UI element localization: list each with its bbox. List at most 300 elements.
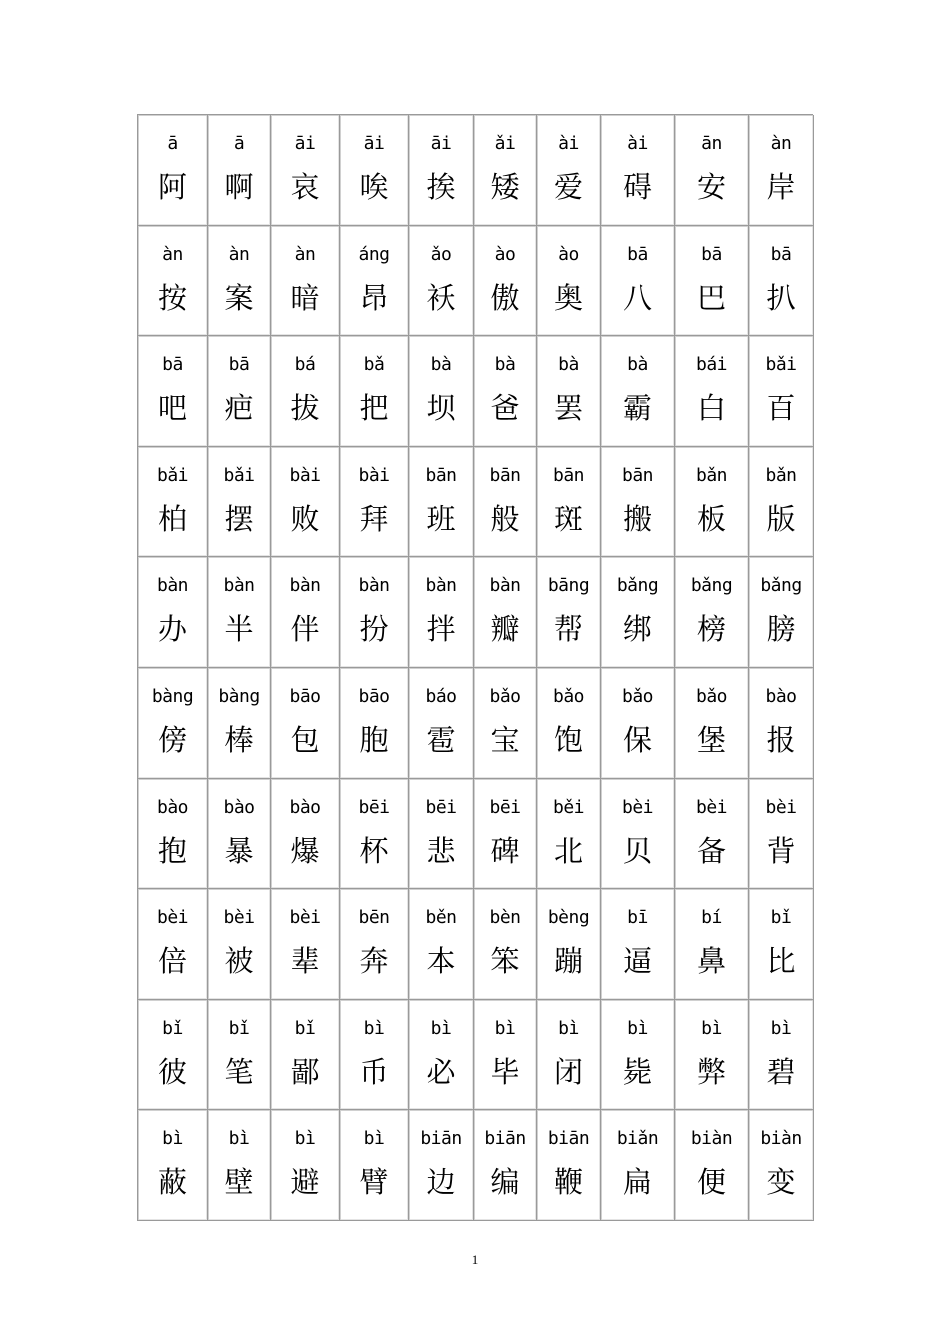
pinyin-label: bàn [489, 575, 521, 597]
chinese-character: 按 [157, 280, 187, 315]
character-cell [675, 1000, 749, 1111]
pinyin-label: bāo [358, 685, 390, 707]
character-cell [675, 447, 749, 558]
character-cell [409, 336, 474, 447]
character-cell [675, 336, 749, 447]
pinyin-label: báo [425, 685, 457, 707]
pinyin-label: bì [294, 1128, 316, 1150]
character-cell [601, 668, 675, 779]
pinyin-label: bēi [425, 796, 457, 818]
pinyin-label: běn [425, 907, 457, 929]
pinyin-label: bàng [151, 685, 194, 707]
pinyin-label: bǎi [765, 354, 797, 376]
pinyin-label: bèi [695, 796, 727, 818]
character-cell [537, 115, 601, 226]
chinese-character: 昂 [359, 280, 389, 315]
chinese-character: 啊 [224, 170, 254, 204]
pinyin-label: bèi [223, 907, 255, 929]
character-cell [474, 336, 537, 447]
pinyin-label: ān [701, 133, 722, 154]
character-cell [675, 1110, 749, 1221]
character-cell [409, 447, 474, 558]
pinyin-label: bàn [425, 575, 457, 597]
page-number: 1 [471, 1252, 479, 1267]
pinyin-label: bì [430, 1017, 452, 1039]
pinyin-label: āi [363, 133, 385, 154]
chinese-character: 班 [426, 501, 456, 536]
character-cell [537, 226, 601, 337]
chinese-character: 便 [696, 1165, 726, 1200]
chinese-character: 鞭 [553, 1165, 583, 1200]
character-cell [409, 1110, 474, 1221]
pinyin-label: bān [489, 464, 521, 486]
character-cell [675, 115, 749, 226]
chinese-character: 笔 [224, 1054, 254, 1089]
pinyin-label: bǎo [695, 685, 727, 707]
pinyin-label: bà [558, 354, 579, 376]
character-cell [474, 779, 537, 890]
pinyin-label: ǎo [430, 243, 452, 265]
pinyin-label: bì [627, 1017, 648, 1039]
character-cell [749, 668, 814, 779]
pinyin-label: biān [420, 1128, 462, 1150]
pinyin-label: bǎi [223, 464, 255, 486]
pinyin-label: ài [558, 133, 579, 154]
character-cell [340, 889, 409, 1000]
pinyin-label: ài [627, 133, 648, 154]
chinese-character: 碧 [766, 1054, 796, 1089]
pinyin-label: bì [770, 1017, 792, 1039]
chinese-character: 帮 [553, 612, 583, 647]
chinese-character: 包 [290, 722, 320, 757]
chinese-character: 哀 [290, 170, 320, 204]
character-cell [409, 557, 474, 668]
chinese-character: 百 [766, 391, 796, 426]
pinyin-label: bān [552, 464, 584, 486]
pinyin-label: bài [358, 464, 390, 486]
chinese-character: 蹦 [553, 944, 583, 979]
character-cell [749, 1000, 814, 1111]
character-cell [675, 557, 749, 668]
pinyin-label: bēi [358, 796, 390, 818]
character-cell [474, 226, 537, 337]
chinese-character: 杯 [359, 833, 389, 868]
pinyin-label: bá [294, 354, 316, 376]
character-cell [537, 336, 601, 447]
character-cell [749, 226, 814, 337]
pinyin-label: biàn [690, 1128, 733, 1150]
chinese-character: 白 [696, 391, 726, 426]
character-cell [340, 1000, 409, 1111]
character-cell [537, 1110, 601, 1221]
character-cell [208, 557, 271, 668]
pinyin-label: bān [425, 464, 457, 486]
pinyin-label: bǎng [760, 575, 802, 597]
pinyin-label: bèi [289, 907, 321, 929]
character-cell [271, 1000, 340, 1111]
pinyin-label: běi [552, 796, 584, 818]
chinese-character: 胞 [359, 722, 389, 757]
pinyin-label: bǎo [621, 685, 653, 707]
chinese-character: 雹 [426, 722, 456, 757]
chinese-character: 备 [696, 833, 726, 868]
chinese-character: 袄 [426, 280, 456, 315]
pinyin-label: bā [770, 243, 792, 265]
chinese-character: 傍 [157, 722, 187, 757]
chinese-character: 弊 [696, 1054, 726, 1089]
chinese-character: 膀 [766, 612, 796, 647]
character-cell [474, 447, 537, 558]
chinese-character: 暗 [290, 280, 320, 315]
pinyin-label: bà [494, 354, 516, 376]
character-cell [409, 668, 474, 779]
chinese-character: 避 [290, 1165, 320, 1200]
character-cell [138, 668, 208, 779]
character-cell [474, 557, 537, 668]
chinese-character: 抱 [157, 833, 187, 868]
pinyin-label: bái [695, 354, 727, 376]
pinyin-label: bèi [156, 907, 188, 929]
pinyin-label: bāng [547, 575, 590, 597]
chinese-character: 安 [696, 170, 726, 204]
character-cell [474, 668, 537, 779]
character-cell [537, 1000, 601, 1111]
chinese-character: 傲 [490, 280, 520, 315]
pinyin-label: bàn [156, 575, 188, 597]
character-cell [340, 779, 409, 890]
character-cell [340, 1110, 409, 1221]
chinese-character: 坝 [426, 391, 456, 426]
pinyin-label: āi [430, 133, 452, 154]
character-cell [409, 779, 474, 890]
chinese-character: 柏 [157, 501, 187, 536]
chinese-character: 败 [290, 501, 320, 536]
chinese-character: 暴 [224, 833, 254, 868]
character-cell [474, 1000, 537, 1111]
character-cell [340, 226, 409, 337]
pinyin-label: ā [233, 133, 245, 154]
character-cell [675, 889, 749, 1000]
chinese-character: 币 [359, 1054, 389, 1089]
chinese-character: 爆 [290, 833, 320, 868]
pinyin-label: biān [484, 1128, 526, 1150]
chinese-character: 板 [696, 501, 726, 536]
pinyin-label: bào [156, 796, 188, 818]
pinyin-label: bà [430, 354, 452, 376]
chinese-character: 棒 [224, 722, 254, 757]
pinyin-label: ǎi [494, 133, 516, 154]
pinyin-label: āi [294, 133, 316, 154]
chinese-character: 臂 [359, 1165, 389, 1200]
pinyin-label: bǎi [156, 464, 188, 486]
pinyin-label: bā [162, 354, 183, 376]
chinese-character: 办 [157, 612, 187, 647]
character-cell [675, 226, 749, 337]
character-cell [138, 1000, 208, 1111]
pinyin-label: biān [547, 1128, 590, 1150]
character-cell [474, 115, 537, 226]
pinyin-label: bà [627, 354, 648, 376]
chinese-character: 疤 [224, 391, 254, 426]
pinyin-label: bǎn [695, 464, 727, 486]
character-cell [340, 115, 409, 226]
chinese-character: 悲 [426, 833, 456, 868]
character-cell [601, 557, 675, 668]
chinese-character: 必 [426, 1054, 456, 1089]
pinyin-label: bèi [765, 796, 797, 818]
character-cell [537, 557, 601, 668]
chinese-character: 贝 [622, 833, 652, 868]
pinyin-label: bān [621, 464, 653, 486]
pinyin-label: biàn [760, 1128, 802, 1150]
character-cell [340, 557, 409, 668]
pinyin-label: bàn [358, 575, 390, 597]
character-cell [340, 668, 409, 779]
chinese-character: 毕 [490, 1054, 520, 1089]
character-cell [749, 115, 814, 226]
pinyin-label: bā [627, 243, 648, 265]
character-cell [601, 115, 675, 226]
character-cell [474, 889, 537, 1000]
character-cell [138, 1110, 208, 1221]
character-cell [138, 889, 208, 1000]
character-cell [409, 226, 474, 337]
character-cell [138, 447, 208, 558]
character-cell [138, 336, 208, 447]
character-cell [601, 1110, 675, 1221]
character-cell [675, 779, 749, 890]
character-cell [409, 115, 474, 226]
character-cell [138, 226, 208, 337]
character-cell [601, 889, 675, 1000]
chinese-character: 彼 [157, 1054, 187, 1089]
character-cell [138, 115, 208, 226]
chinese-character: 蔽 [157, 1165, 187, 1200]
chinese-character: 北 [553, 833, 583, 868]
character-cell [749, 336, 814, 447]
chinese-character: 版 [766, 501, 796, 536]
character-cell [271, 447, 340, 558]
character-cell [208, 115, 271, 226]
pinyin-label: bì [701, 1017, 722, 1039]
character-cell [675, 668, 749, 779]
chinese-character: 巴 [696, 280, 726, 315]
pinyin-label: àn [228, 243, 250, 265]
chinese-character: 闭 [553, 1054, 583, 1089]
pinyin-label: bǎo [489, 685, 521, 707]
character-cell [474, 1110, 537, 1221]
chinese-character: 伴 [290, 612, 320, 647]
chinese-character: 奥 [553, 280, 583, 315]
chinese-character: 饱 [553, 722, 583, 757]
chinese-character: 堡 [696, 722, 726, 757]
chinese-character: 扁 [622, 1165, 652, 1200]
pinyin-label: bāo [289, 685, 321, 707]
chinese-character: 把 [359, 391, 389, 426]
character-cell [208, 447, 271, 558]
chinese-character: 保 [622, 722, 652, 757]
character-cell [208, 336, 271, 447]
pinyin-label: bǎng [690, 575, 733, 597]
character-cell [749, 447, 814, 558]
chinese-character: 挨 [426, 170, 456, 204]
pinyin-label: bì [363, 1017, 385, 1039]
chinese-character: 榜 [696, 612, 726, 647]
character-cell [208, 226, 271, 337]
pinyin-label: bǎo [552, 685, 584, 707]
character-cell [409, 889, 474, 1000]
pinyin-label: ào [494, 243, 516, 265]
chinese-character: 矮 [490, 170, 520, 204]
pinyin-label: biǎn [616, 1128, 659, 1150]
pinyin-label: bàng [218, 685, 260, 707]
chinese-character: 背 [766, 833, 796, 868]
character-cell [271, 668, 340, 779]
pinyin-label: bèi [621, 796, 653, 818]
pinyin-character-table [137, 114, 813, 1221]
chinese-character: 报 [766, 722, 796, 757]
chinese-character: 本 [426, 944, 456, 979]
pinyin-label: bàn [289, 575, 321, 597]
pinyin-label: àn [770, 133, 792, 154]
pinyin-label: bēi [489, 796, 521, 818]
pinyin-label: bǎ [363, 354, 385, 376]
character-cell [208, 1000, 271, 1111]
character-cell [208, 779, 271, 890]
pinyin-label: bì [363, 1128, 385, 1150]
pinyin-label: bā [701, 243, 722, 265]
chinese-character: 辈 [290, 944, 320, 979]
chinese-character: 罢 [553, 391, 583, 426]
pinyin-label: bèng [547, 907, 590, 929]
character-cell [537, 889, 601, 1000]
chinese-character: 逼 [622, 944, 652, 979]
character-cell [138, 779, 208, 890]
character-cell [138, 557, 208, 668]
chinese-character: 搬 [622, 501, 652, 536]
character-cell [271, 336, 340, 447]
pinyin-label: bǎn [765, 464, 797, 486]
chinese-character: 八 [622, 280, 652, 315]
chinese-character: 编 [490, 1165, 520, 1200]
pinyin-label: bèn [489, 907, 521, 929]
chinese-character: 爸 [490, 391, 520, 426]
character-cell [271, 779, 340, 890]
chinese-character: 半 [224, 612, 254, 647]
pinyin-label: bǐ [228, 1017, 250, 1039]
chinese-character: 壁 [224, 1165, 254, 1200]
pinyin-label: bàn [223, 575, 255, 597]
pinyin-label: bào [289, 796, 321, 818]
chinese-character: 变 [766, 1165, 796, 1200]
character-cell [749, 889, 814, 1000]
character-cell [340, 336, 409, 447]
character-cell [208, 889, 271, 1000]
pinyin-label: bí [701, 907, 722, 929]
pinyin-label: bài [289, 464, 321, 486]
pinyin-label: bǐ [770, 907, 792, 929]
chinese-character: 拜 [359, 501, 389, 536]
pinyin-label: bǐ [294, 1017, 316, 1039]
character-cell [749, 1110, 814, 1221]
chinese-character: 岸 [766, 170, 796, 204]
chinese-character: 阿 [157, 170, 187, 204]
pinyin-label: bì [558, 1017, 579, 1039]
character-cell [601, 336, 675, 447]
chinese-character: 毙 [622, 1054, 652, 1089]
pinyin-label: bēn [358, 907, 390, 929]
chinese-character: 边 [426, 1165, 456, 1200]
chinese-character: 倍 [157, 944, 187, 979]
pinyin-label: àn [162, 243, 183, 265]
pinyin-label: bī [627, 907, 648, 929]
chinese-character: 斑 [553, 501, 583, 536]
chinese-character: 鄙 [290, 1054, 320, 1089]
chinese-character: 碍 [622, 170, 652, 204]
chinese-character: 碑 [490, 833, 520, 868]
pinyin-label: bì [228, 1128, 250, 1150]
chinese-character: 拌 [426, 612, 456, 647]
chinese-character: 扮 [359, 612, 389, 647]
pinyin-label: bā [228, 354, 250, 376]
character-cell [601, 779, 675, 890]
character-cell [537, 668, 601, 779]
pinyin-label: bǐ [162, 1017, 183, 1039]
character-cell [601, 226, 675, 337]
chinese-character: 般 [490, 501, 520, 536]
character-cell [340, 447, 409, 558]
chinese-character: 奔 [359, 944, 389, 979]
chinese-character: 笨 [490, 944, 520, 979]
chinese-character: 绑 [622, 612, 652, 647]
character-cell [208, 668, 271, 779]
chinese-character: 被 [224, 944, 254, 979]
pinyin-label: bào [765, 685, 797, 707]
chinese-character: 拔 [290, 391, 320, 426]
chinese-character: 鼻 [696, 944, 726, 979]
chinese-character: 摆 [224, 501, 254, 536]
pinyin-label: ào [558, 243, 579, 265]
chinese-character: 瓣 [490, 612, 520, 647]
chinese-character: 霸 [622, 391, 652, 426]
character-cell [601, 447, 675, 558]
pinyin-label: àn [294, 243, 316, 265]
chinese-character: 扒 [766, 280, 796, 315]
character-cell [271, 889, 340, 1000]
character-cell [749, 557, 814, 668]
chinese-character: 比 [766, 944, 796, 979]
chinese-character: 案 [224, 280, 254, 315]
chinese-character: 唉 [359, 170, 389, 204]
pinyin-label: bì [162, 1128, 183, 1150]
pinyin-label: bào [223, 796, 255, 818]
character-cell [271, 226, 340, 337]
chinese-character: 吧 [157, 391, 187, 426]
character-cell [601, 1000, 675, 1111]
character-cell [749, 779, 814, 890]
pinyin-label: ā [167, 133, 178, 154]
pinyin-label: áng [358, 243, 390, 265]
character-cell [208, 1110, 271, 1221]
character-cell [537, 447, 601, 558]
character-cell [409, 1000, 474, 1111]
chinese-character: 宝 [490, 722, 520, 757]
character-cell [537, 779, 601, 890]
chinese-character: 爱 [553, 170, 583, 204]
character-cell [271, 1110, 340, 1221]
pinyin-label: bǎng [616, 575, 659, 597]
pinyin-label: bì [494, 1017, 516, 1039]
